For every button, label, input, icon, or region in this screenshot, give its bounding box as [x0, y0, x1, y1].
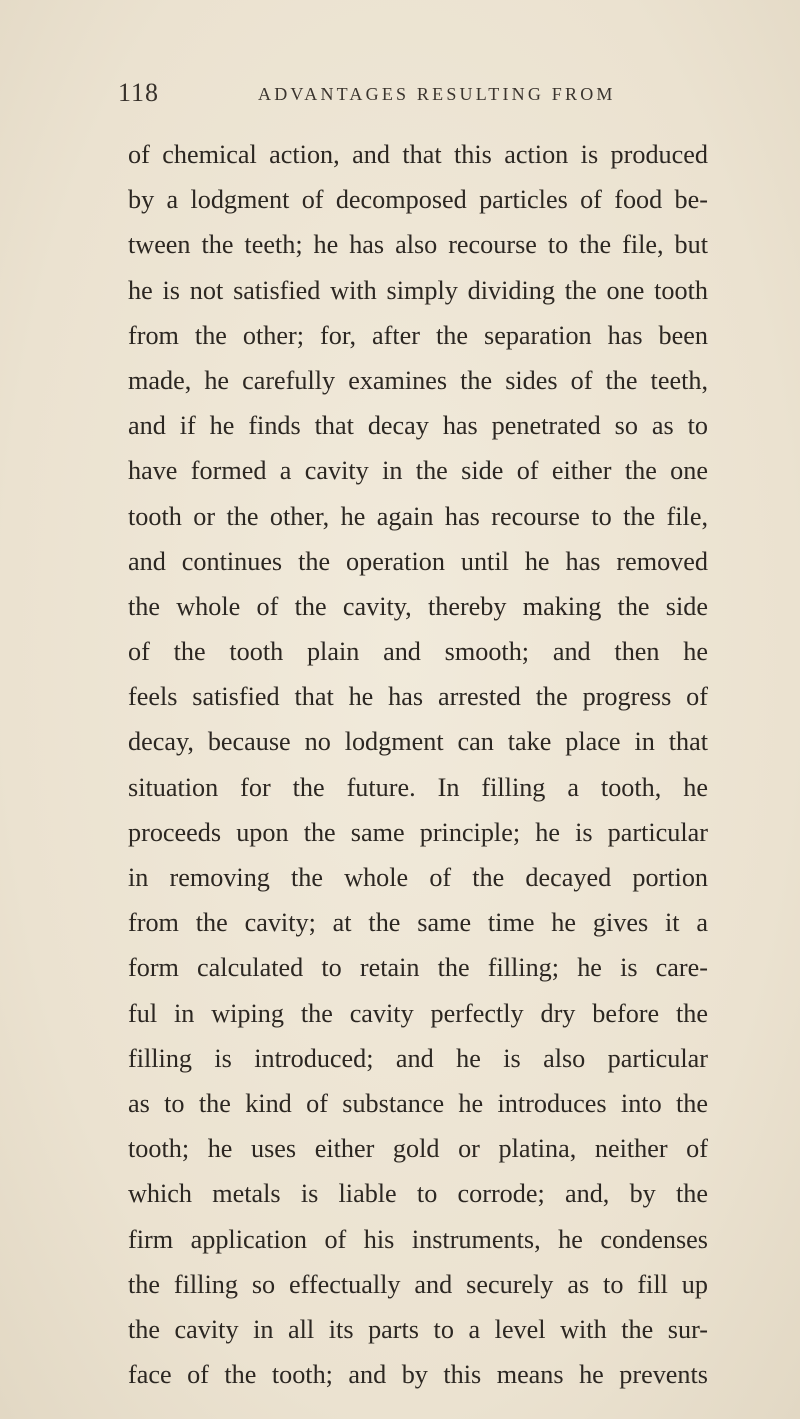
text-line: the filling so effectually and securely as to fill up	[128, 1269, 708, 1299]
text-line: proceeds upon the same principle; he is particular	[128, 817, 708, 847]
page-header	[118, 78, 688, 118]
text-line: form calculated to retain the filling; he is care-	[128, 953, 708, 983]
text-line: decay, because no lodgment can take place in that	[128, 727, 708, 757]
text-line: of the tooth plain and smooth; and then he	[128, 637, 708, 667]
text-line: from the cavity; at the same time he gives it a	[128, 908, 708, 938]
text-line: he is not satisfied with simply dividing the one tooth	[128, 275, 708, 305]
text-line: by a lodgment of decomposed particles of food be-	[128, 185, 708, 215]
text-line: which metals is liable to corrode; and, by the	[128, 1179, 708, 1209]
text-line: the cavity in all its parts to a level with the sur-	[128, 1314, 708, 1344]
page-number: 118	[118, 78, 160, 107]
text-line: filling is introduced; and he is also particular	[128, 1043, 708, 1073]
text-line: made, he carefully examines the sides of the teeth,	[128, 365, 708, 395]
text-line: ful in wiping the cavity perfectly dry before the	[128, 998, 708, 1028]
text-line: firm application of his instruments, he condenses	[128, 1224, 708, 1254]
text-line: as to the kind of substance he introduces into the	[128, 1088, 708, 1118]
text-line: tween the teeth; he has also recourse to the file, but	[128, 230, 708, 260]
text-line: situation for the future. In filling a tooth, he	[128, 772, 708, 802]
text-line: feels satisfied that he has arrested the progress of	[128, 682, 708, 712]
text-line: have formed a cavity in the side of either the one	[128, 456, 708, 486]
text-line: tooth or the other, he again has recourse to the file,	[128, 501, 708, 531]
text-line: in removing the whole of the decayed portion	[128, 863, 708, 892]
text-line: and if he finds that decay has penetrated so as to	[128, 411, 708, 441]
running-head: ADVANTAGES RESULTING FROM	[258, 84, 616, 104]
text-line: from the other; for, after the separation has been	[128, 320, 708, 350]
text-line: face of the tooth; and by this means he prevents	[128, 1360, 708, 1390]
text-line: tooth; he uses either gold or platina, neither of	[128, 1134, 708, 1164]
text-line: the whole of the cavity, thereby making the side	[128, 591, 708, 621]
text-line: and continues the operation until he has removed	[128, 546, 708, 576]
text-line: of chemical action, and that this action is produced	[128, 140, 708, 169]
body-text	[128, 132, 708, 1397]
